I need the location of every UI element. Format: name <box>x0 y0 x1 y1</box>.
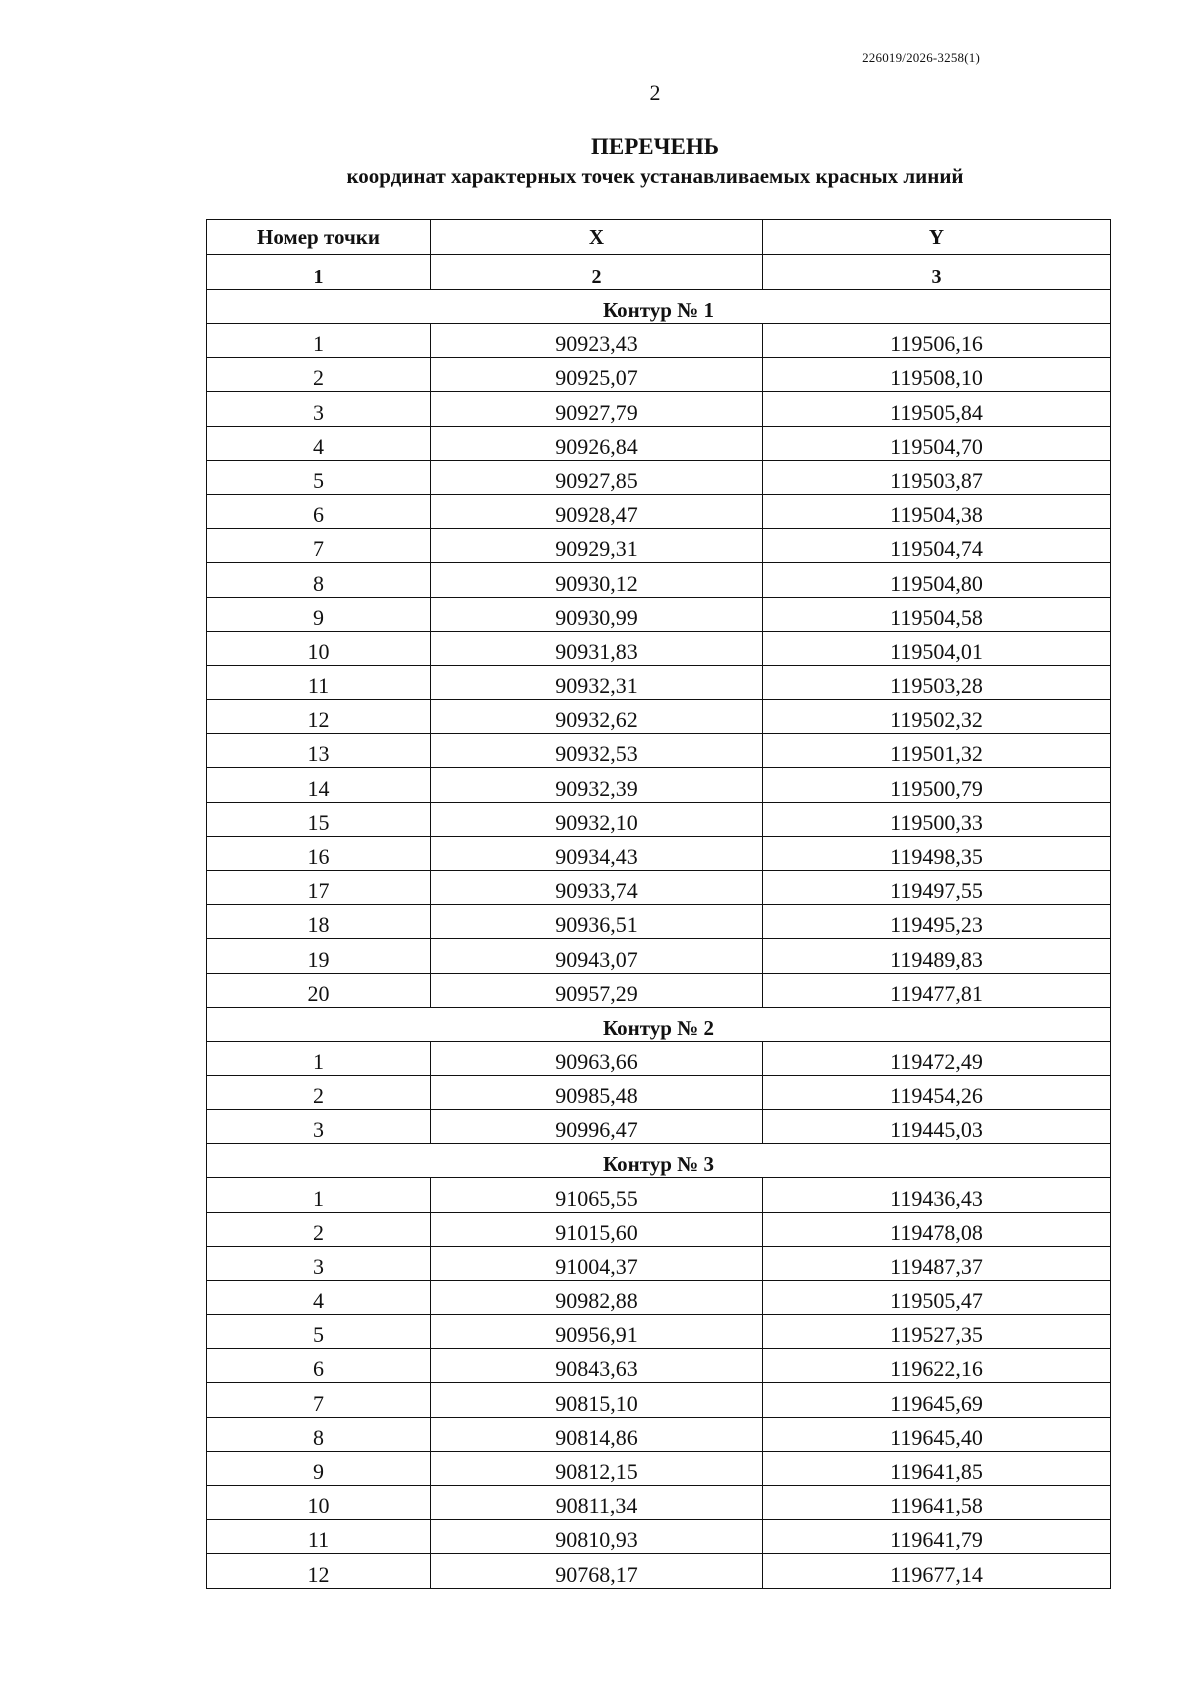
table-row <box>207 1280 1111 1314</box>
y-cell: 119504,74 <box>763 529 1111 563</box>
point-number-cell: 3 <box>207 1110 431 1144</box>
x-cell: 90933,74 <box>431 871 763 905</box>
table-row <box>207 1178 1111 1212</box>
document-subtitle: координат характерных точек устанавливаемых красных линий <box>346 164 964 188</box>
y-cell: 119504,70 <box>763 426 1111 460</box>
x-cell: 90932,10 <box>431 802 763 836</box>
y-cell: 119504,58 <box>763 597 1111 631</box>
column-number-row <box>207 255 1111 290</box>
point-number-cell: 10 <box>207 631 431 665</box>
x-cell: 90929,31 <box>431 529 763 563</box>
y-cell: 119504,38 <box>763 494 1111 528</box>
y-cell: 119477,81 <box>763 973 1111 1007</box>
x-cell: 90811,34 <box>431 1486 763 1520</box>
x-cell: 90843,63 <box>431 1349 763 1383</box>
table-row <box>207 563 1111 597</box>
table-row <box>207 905 1111 939</box>
point-number-cell: 9 <box>207 1451 431 1485</box>
table-row <box>207 734 1111 768</box>
coordinates-table <box>206 219 1111 1589</box>
point-number-cell: 1 <box>207 1041 431 1075</box>
point-number-cell: 12 <box>207 1554 431 1588</box>
x-cell: 90930,12 <box>431 563 763 597</box>
column-number-2: 2 <box>431 255 763 290</box>
contour-header-row <box>207 1007 1111 1041</box>
table-row <box>207 1520 1111 1554</box>
x-cell: 90927,79 <box>431 392 763 426</box>
y-cell: 119622,16 <box>763 1349 1111 1383</box>
document-code: 226019/2026-3258(1) <box>862 50 980 65</box>
y-cell: 119500,79 <box>763 768 1111 802</box>
point-number-cell: 12 <box>207 700 431 734</box>
point-number-cell: 2 <box>207 1075 431 1109</box>
y-cell: 119645,40 <box>763 1417 1111 1451</box>
x-cell: 91065,55 <box>431 1178 763 1212</box>
x-cell: 90814,86 <box>431 1417 763 1451</box>
point-number-cell: 10 <box>207 1486 431 1520</box>
x-cell: 90815,10 <box>431 1383 763 1417</box>
point-number-cell: 5 <box>207 1315 431 1349</box>
point-number-cell: 3 <box>207 1246 431 1280</box>
table-row <box>207 939 1111 973</box>
point-number-cell: 5 <box>207 460 431 494</box>
point-number-cell: 11 <box>207 1520 431 1554</box>
x-cell: 90812,15 <box>431 1451 763 1485</box>
table-row <box>207 358 1111 392</box>
header-x: X <box>431 220 763 255</box>
y-cell: 119445,03 <box>763 1110 1111 1144</box>
table-row <box>207 700 1111 734</box>
x-cell: 90963,66 <box>431 1041 763 1075</box>
table-row <box>207 871 1111 905</box>
point-number-cell: 2 <box>207 358 431 392</box>
contour-label: Контур № 1 <box>207 290 1111 324</box>
point-number-cell: 4 <box>207 1280 431 1314</box>
table-row <box>207 494 1111 528</box>
y-cell: 119454,26 <box>763 1075 1111 1109</box>
point-number-cell: 17 <box>207 871 431 905</box>
point-number-cell: 7 <box>207 1383 431 1417</box>
x-cell: 90957,29 <box>431 973 763 1007</box>
x-cell: 90932,62 <box>431 700 763 734</box>
y-cell: 119478,08 <box>763 1212 1111 1246</box>
point-number-cell: 20 <box>207 973 431 1007</box>
table-row <box>207 1041 1111 1075</box>
table-row <box>207 460 1111 494</box>
point-number-cell: 6 <box>207 1349 431 1383</box>
x-cell: 90982,88 <box>431 1280 763 1314</box>
y-cell: 119508,10 <box>763 358 1111 392</box>
point-number-cell: 14 <box>207 768 431 802</box>
contour-header-row <box>207 290 1111 324</box>
y-cell: 119500,33 <box>763 802 1111 836</box>
point-number-cell: 7 <box>207 529 431 563</box>
x-cell: 90927,85 <box>431 460 763 494</box>
x-cell: 90936,51 <box>431 905 763 939</box>
y-cell: 119505,84 <box>763 392 1111 426</box>
y-cell: 119505,47 <box>763 1280 1111 1314</box>
x-cell: 90932,31 <box>431 665 763 699</box>
y-cell: 119645,69 <box>763 1383 1111 1417</box>
x-cell: 90926,84 <box>431 426 763 460</box>
x-cell: 90810,93 <box>431 1520 763 1554</box>
y-cell: 119503,28 <box>763 665 1111 699</box>
x-cell: 91015,60 <box>431 1212 763 1246</box>
x-cell: 90956,91 <box>431 1315 763 1349</box>
table-row <box>207 529 1111 563</box>
table-row <box>207 1315 1111 1349</box>
y-cell: 119502,32 <box>763 700 1111 734</box>
x-cell: 90985,48 <box>431 1075 763 1109</box>
y-cell: 119498,35 <box>763 836 1111 870</box>
table-row <box>207 802 1111 836</box>
table-row <box>207 631 1111 665</box>
table-row <box>207 1417 1111 1451</box>
y-cell: 119495,23 <box>763 905 1111 939</box>
point-number-cell: 3 <box>207 392 431 426</box>
x-cell: 90923,43 <box>431 324 763 358</box>
point-number-cell: 2 <box>207 1212 431 1246</box>
x-cell: 90928,47 <box>431 494 763 528</box>
header-point-number: Номер точки <box>207 220 431 255</box>
page-number: 2 <box>649 80 661 105</box>
x-cell: 90925,07 <box>431 358 763 392</box>
y-cell: 119489,83 <box>763 939 1111 973</box>
table-row <box>207 665 1111 699</box>
y-cell: 119527,35 <box>763 1315 1111 1349</box>
y-cell: 119497,55 <box>763 871 1111 905</box>
x-cell: 90996,47 <box>431 1110 763 1144</box>
contour-label: Контур № 2 <box>207 1007 1111 1041</box>
point-number-cell: 18 <box>207 905 431 939</box>
x-cell: 90768,17 <box>431 1554 763 1588</box>
x-cell: 90932,39 <box>431 768 763 802</box>
table-row <box>207 426 1111 460</box>
point-number-cell: 6 <box>207 494 431 528</box>
point-number-cell: 1 <box>207 1178 431 1212</box>
point-number-cell: 9 <box>207 597 431 631</box>
table-row <box>207 392 1111 426</box>
y-cell: 119504,80 <box>763 563 1111 597</box>
contour-header-row <box>207 1144 1111 1178</box>
y-cell: 119504,01 <box>763 631 1111 665</box>
y-cell: 119641,85 <box>763 1451 1111 1485</box>
point-number-cell: 4 <box>207 426 431 460</box>
y-cell: 119472,49 <box>763 1041 1111 1075</box>
table-row <box>207 324 1111 358</box>
point-number-cell: 16 <box>207 836 431 870</box>
y-cell: 119487,37 <box>763 1246 1111 1280</box>
point-number-cell: 8 <box>207 1417 431 1451</box>
y-cell: 119677,14 <box>763 1554 1111 1588</box>
table-row <box>207 1246 1111 1280</box>
x-cell: 90943,07 <box>431 939 763 973</box>
table-row <box>207 1554 1111 1588</box>
point-number-cell: 15 <box>207 802 431 836</box>
x-cell: 90930,99 <box>431 597 763 631</box>
point-number-cell: 8 <box>207 563 431 597</box>
contour-label: Контур № 3 <box>207 1144 1111 1178</box>
point-number-cell: 19 <box>207 939 431 973</box>
column-number-3: 3 <box>763 255 1111 290</box>
y-cell: 119641,58 <box>763 1486 1111 1520</box>
point-number-cell: 13 <box>207 734 431 768</box>
table-row <box>207 1212 1111 1246</box>
document-title: ПЕРЕЧЕНЬ <box>591 134 719 159</box>
table-row <box>207 973 1111 1007</box>
table-row <box>207 1383 1111 1417</box>
point-number-cell: 1 <box>207 324 431 358</box>
table-row <box>207 1349 1111 1383</box>
table-row <box>207 597 1111 631</box>
y-cell: 119436,43 <box>763 1178 1111 1212</box>
table-row <box>207 1486 1111 1520</box>
table-row <box>207 1075 1111 1109</box>
header-y: Y <box>763 220 1111 255</box>
column-number-1: 1 <box>207 255 431 290</box>
x-cell: 90931,83 <box>431 631 763 665</box>
point-number-cell: 11 <box>207 665 431 699</box>
x-cell: 90932,53 <box>431 734 763 768</box>
table-row <box>207 836 1111 870</box>
x-cell: 90934,43 <box>431 836 763 870</box>
y-cell: 119503,87 <box>763 460 1111 494</box>
x-cell: 91004,37 <box>431 1246 763 1280</box>
table-row <box>207 1110 1111 1144</box>
table-row <box>207 768 1111 802</box>
table-header-row <box>207 220 1111 255</box>
y-cell: 119506,16 <box>763 324 1111 358</box>
y-cell: 119641,79 <box>763 1520 1111 1554</box>
y-cell: 119501,32 <box>763 734 1111 768</box>
table-row <box>207 1451 1111 1485</box>
